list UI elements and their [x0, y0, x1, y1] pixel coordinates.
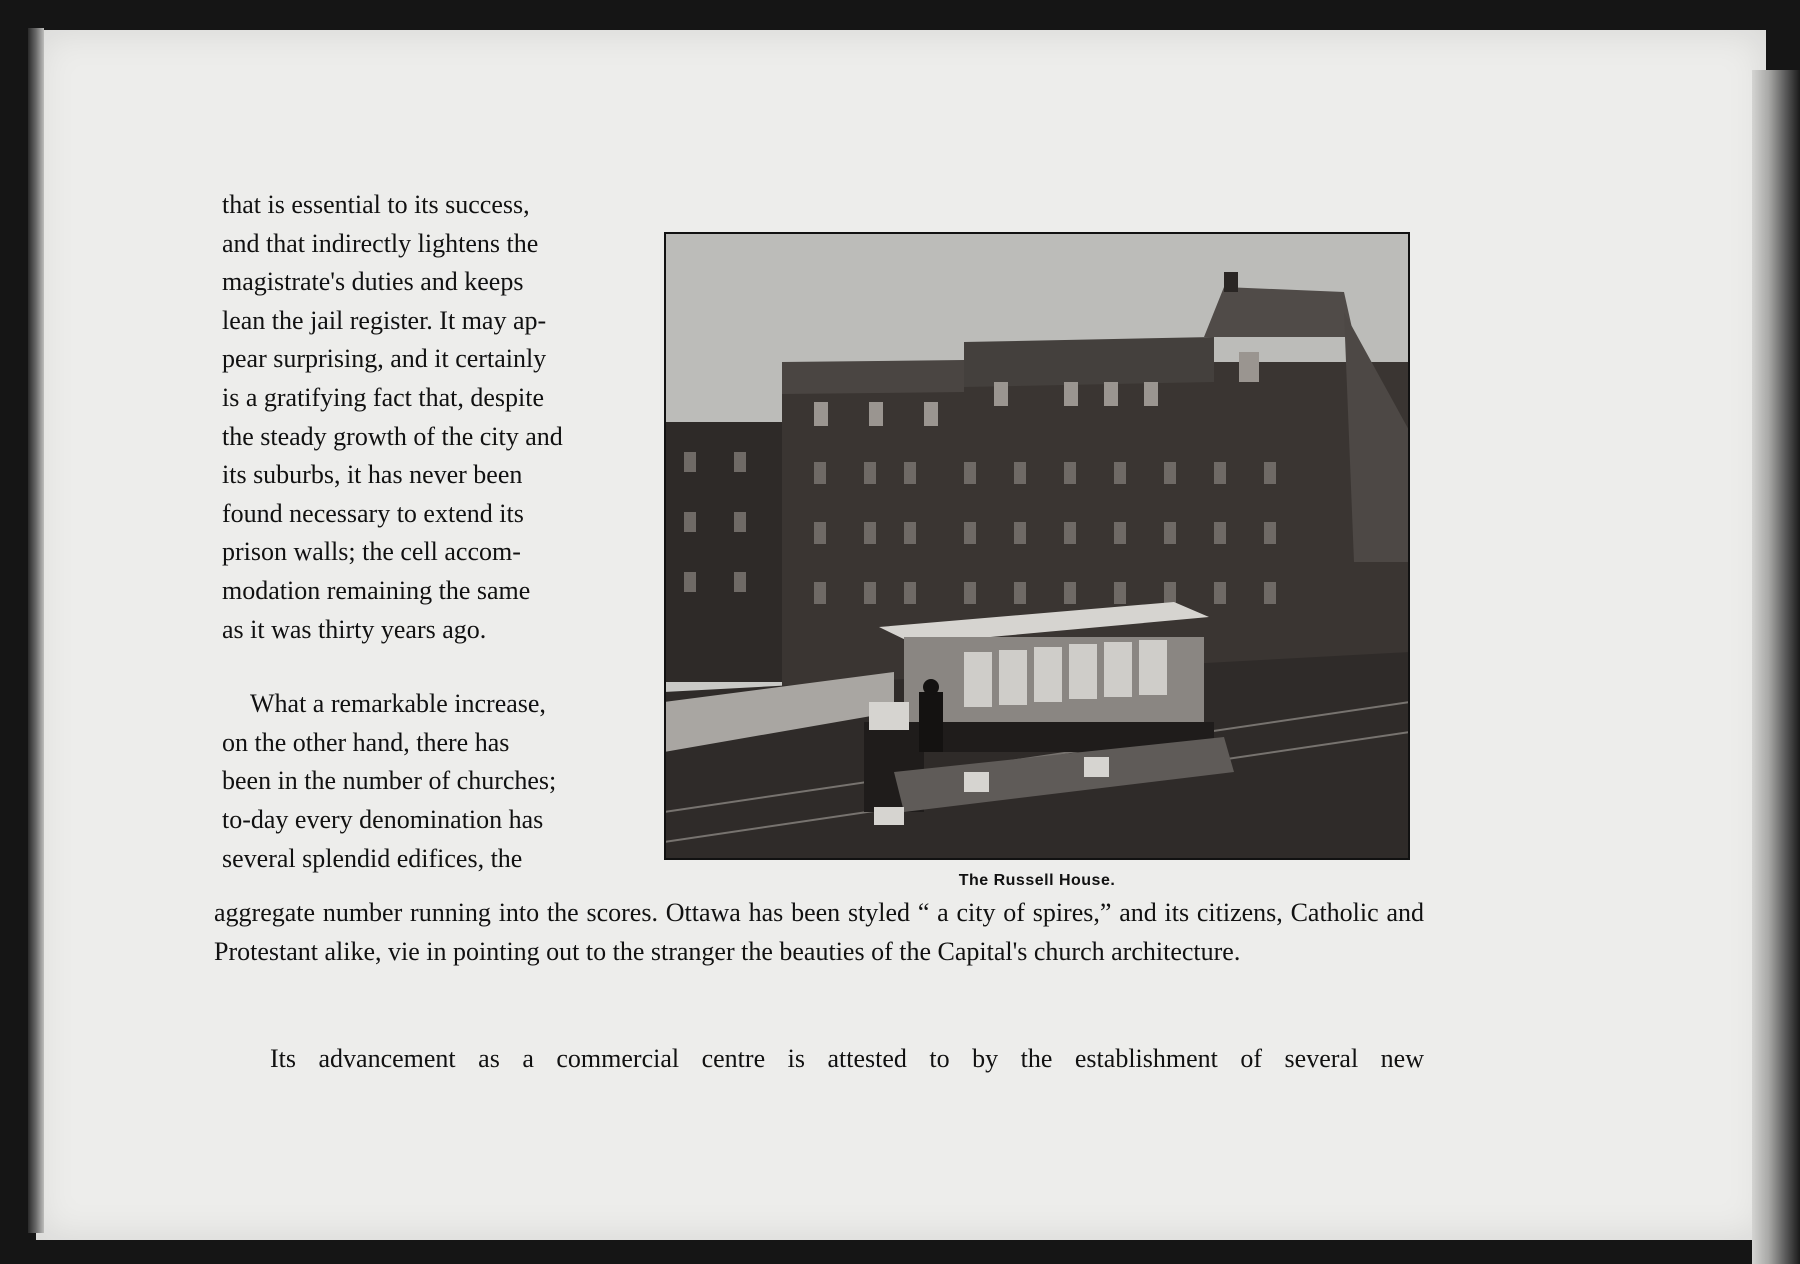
text-line: on the other hand, there has: [222, 727, 510, 757]
text-line: the steady growth of the city and: [222, 421, 563, 451]
paragraph-commercial: Its advancement as a commercial centre is attested to by the establishment of several new: [270, 1044, 1424, 1073]
text-line: its suburbs, it has never been: [222, 460, 523, 490]
paragraph-churches: [222, 685, 632, 878]
text-line: magistrate's duties and keeps: [222, 267, 524, 297]
text-line: been in the number of churches;: [222, 766, 557, 796]
page-right-edge: [1752, 70, 1800, 1264]
text-line: to-day every denomination has: [222, 804, 544, 834]
text-column: [222, 186, 632, 878]
page-left-edge: [28, 28, 44, 1233]
text-line: is a gratifying fact that, despite: [222, 382, 545, 412]
text-line: found necessary to extend its: [222, 498, 524, 528]
text-line: as it was thirty years ago.: [222, 614, 487, 644]
photo-caption: The Russell House.: [958, 872, 1116, 889]
text-line: lean the jail register. It may ap-: [222, 305, 547, 335]
text-line: prison walls; the cell accom-: [222, 537, 521, 567]
russell-house-photo: [664, 232, 1410, 860]
paragraph-jail: [222, 186, 632, 649]
text-line: several splendid edifices, the: [222, 843, 523, 873]
paragraph-spires: aggregate number running into the scores. Ottawa has been styled “ a city of spires,” and its citizens, Catholic and Protestant alike, vie in pointing out to the stranger the beauties of the Capital's church architecture.: [214, 898, 1424, 966]
text-line: pear surprising, and it certainly: [222, 344, 547, 374]
text-line: that is essential to its success,: [222, 190, 530, 219]
text-line: What a remarkable increase,: [250, 689, 546, 719]
text-line: and that indirectly lightens the: [222, 228, 539, 258]
text-line: modation remaining the same: [222, 575, 531, 605]
